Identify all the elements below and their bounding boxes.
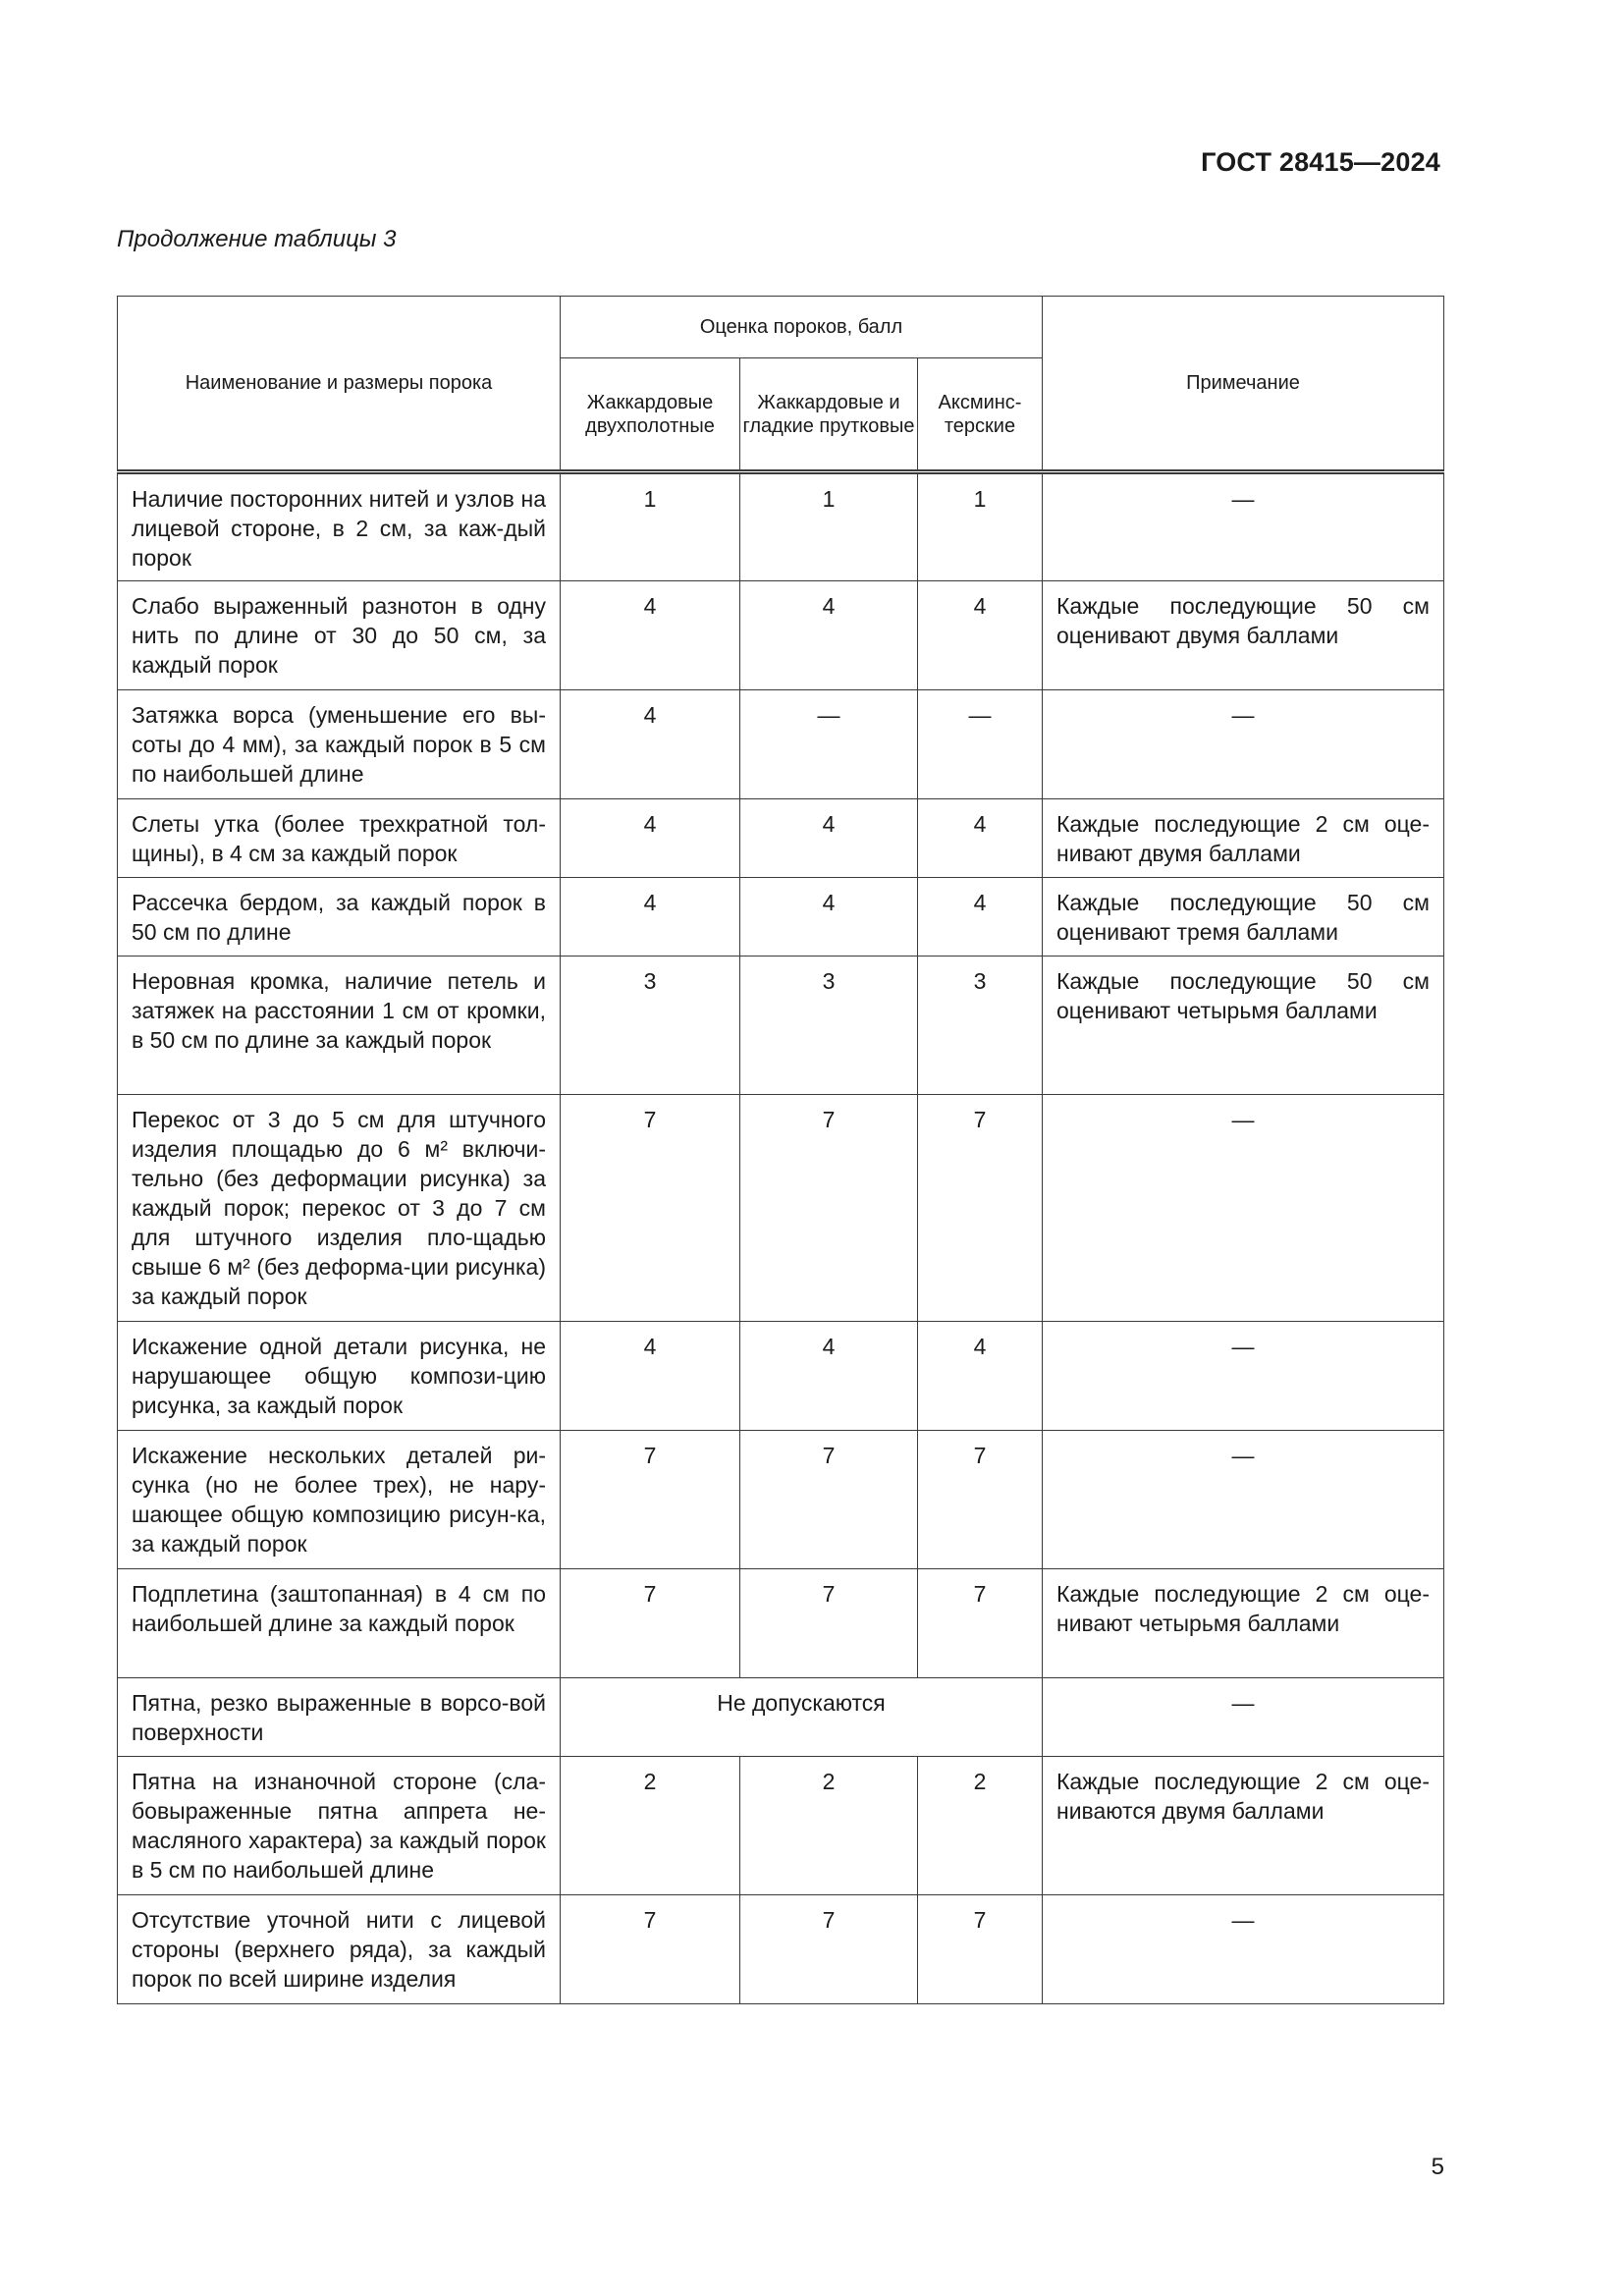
score-jacquard-smooth: 4 bbox=[740, 1322, 918, 1431]
score-jacquard-smooth: 2 bbox=[740, 1757, 918, 1895]
defect-name: Наличие посторонних нитей и узлов на лицевой стороне, в 2 см, за каж-дый порок bbox=[118, 472, 561, 581]
score-jacquard-double: 4 bbox=[561, 690, 740, 799]
defect-name: Слабо выраженный разнотон в одну нить по длине от 30 до 50 см, за каждый порок bbox=[118, 581, 561, 690]
defect-name: Перекос от 3 до 5 см для штучного изделия площадью до 6 м² включи-тельно (без деформации рисунка) за каждый порок; перекос от 3 до 7 см для штучного изделия пло-щадью свыше 6 м² (без деформа-ции рисунка) за каждый порок bbox=[118, 1095, 561, 1322]
defect-note: — bbox=[1043, 1322, 1444, 1431]
defect-note: Каждые последующие 50 см оценивают тремя баллами bbox=[1043, 878, 1444, 957]
defect-note: Каждые последующие 2 см оце-ниваются двумя баллами bbox=[1043, 1757, 1444, 1895]
defect-note: Каждые последующие 50 см оценивают четырьмя баллами bbox=[1043, 957, 1444, 1095]
score-axminster: 4 bbox=[918, 878, 1043, 957]
defect-note: Каждые последующие 2 см оце-нивают четырьмя баллами bbox=[1043, 1569, 1444, 1678]
defect-name: Рассечка бердом, за каждый порок в 50 см по длине bbox=[118, 878, 561, 957]
score-jacquard-smooth: 4 bbox=[740, 878, 918, 957]
table-row bbox=[118, 690, 1444, 799]
score-jacquard-smooth: 7 bbox=[740, 1569, 918, 1678]
table-row bbox=[118, 1757, 1444, 1895]
table-row bbox=[118, 1322, 1444, 1431]
defect-name: Пятна на изнаночной стороне (сла-бовыраженные пятна аппрета не-масляного характера) за каждый порок в 5 см по наибольшей длине bbox=[118, 1757, 561, 1895]
score-jacquard-double: 7 bbox=[561, 1569, 740, 1678]
score-jacquard-smooth: 1 bbox=[740, 472, 918, 581]
score-axminster: 7 bbox=[918, 1095, 1043, 1322]
score-axminster: 4 bbox=[918, 1322, 1043, 1431]
score-axminster: 2 bbox=[918, 1757, 1043, 1895]
defect-note: — bbox=[1043, 472, 1444, 581]
defect-note: — bbox=[1043, 1895, 1444, 2004]
score-jacquard-double: 4 bbox=[561, 799, 740, 878]
score-jacquard-double: 1 bbox=[561, 472, 740, 581]
defect-name: Слеты утка (более трехкратной тол-щины), в 4 см за каждый порок bbox=[118, 799, 561, 878]
score-jacquard-double: 7 bbox=[561, 1431, 740, 1569]
score-jacquard-smooth: 7 bbox=[740, 1895, 918, 2004]
table-row bbox=[118, 1678, 1444, 1757]
page-number: 5 bbox=[1431, 2154, 1444, 2180]
score-jacquard-smooth: 3 bbox=[740, 957, 918, 1095]
defect-name: Отсутствие уточной нити с лицевой стороны (верхнего ряда), за каждый порок по всей ширине изделия bbox=[118, 1895, 561, 2004]
header-jacquard-double: Жаккардовые двухполотные bbox=[561, 358, 740, 472]
header-axminster: Аксминс-терские bbox=[918, 358, 1043, 472]
table-row bbox=[118, 472, 1444, 581]
score-axminster: 7 bbox=[918, 1431, 1043, 1569]
score-jacquard-double: 7 bbox=[561, 1095, 740, 1322]
table-row bbox=[118, 878, 1444, 957]
table-row bbox=[118, 1431, 1444, 1569]
defect-note: Каждые последующие 2 см оце-нивают двумя баллами bbox=[1043, 799, 1444, 878]
defect-name: Неровная кромка, наличие петель и затяжек на расстоянии 1 см от кромки, в 50 см по длине за каждый порок bbox=[118, 957, 561, 1095]
table-row bbox=[118, 1569, 1444, 1678]
header-defect-name: Наименование и размеры порока bbox=[118, 297, 561, 472]
defect-note: — bbox=[1043, 690, 1444, 799]
score-jacquard-smooth: 4 bbox=[740, 799, 918, 878]
header-score-group: Оценка пороков, балл bbox=[561, 297, 1043, 358]
score-axminster: 3 bbox=[918, 957, 1043, 1095]
score-axminster: — bbox=[918, 690, 1043, 799]
header-note: Примечание bbox=[1043, 297, 1444, 472]
table-body bbox=[118, 472, 1444, 2004]
defect-name: Искажение нескольких деталей ри-сунка (но не более трех), не нару-шающее общую композицию рисун-ка, за каждый порок bbox=[118, 1431, 561, 1569]
score-jacquard-double: 4 bbox=[561, 878, 740, 957]
defect-note: — bbox=[1043, 1095, 1444, 1322]
table-row bbox=[118, 957, 1444, 1095]
defect-name: Затяжка ворса (уменьшение его вы-соты до 4 мм), за каждый порок в 5 см по наибольшей длине bbox=[118, 690, 561, 799]
defect-note: — bbox=[1043, 1431, 1444, 1569]
score-jacquard-double: 4 bbox=[561, 581, 740, 690]
score-jacquard-double: 4 bbox=[561, 1322, 740, 1431]
score-jacquard-smooth: — bbox=[740, 690, 918, 799]
table-row bbox=[118, 799, 1444, 878]
defect-name: Пятна, резко выраженные в ворсо-вой поверхности bbox=[118, 1678, 561, 1757]
table-row bbox=[118, 1895, 1444, 2004]
score-not-allowed: Не допускаются bbox=[561, 1678, 1043, 1757]
score-axminster: 4 bbox=[918, 799, 1043, 878]
defect-note: Каждые последующие 50 см оценивают двумя баллами bbox=[1043, 581, 1444, 690]
score-jacquard-smooth: 7 bbox=[740, 1431, 918, 1569]
score-jacquard-double: 3 bbox=[561, 957, 740, 1095]
table-row bbox=[118, 581, 1444, 690]
score-jacquard-smooth: 7 bbox=[740, 1095, 918, 1322]
defects-table bbox=[117, 296, 1444, 2004]
score-axminster: 7 bbox=[918, 1569, 1043, 1678]
table-continuation-caption: Продолжение таблицы 3 bbox=[117, 226, 397, 252]
score-jacquard-smooth: 4 bbox=[740, 581, 918, 690]
document-code: ГОСТ 28415—2024 bbox=[1201, 147, 1440, 177]
defect-name: Подплетина (заштопанная) в 4 см по наибольшей длине за каждый порок bbox=[118, 1569, 561, 1678]
score-axminster: 1 bbox=[918, 472, 1043, 581]
score-axminster: 4 bbox=[918, 581, 1043, 690]
defect-note: — bbox=[1043, 1678, 1444, 1757]
score-jacquard-double: 7 bbox=[561, 1895, 740, 2004]
score-jacquard-double: 2 bbox=[561, 1757, 740, 1895]
table-row bbox=[118, 1095, 1444, 1322]
score-axminster: 7 bbox=[918, 1895, 1043, 2004]
defect-name: Искажение одной детали рисунка, не нарушающее общую компози-цию рисунка, за каждый порок bbox=[118, 1322, 561, 1431]
header-jacquard-smooth: Жаккардовые и гладкие прутковые bbox=[740, 358, 918, 472]
